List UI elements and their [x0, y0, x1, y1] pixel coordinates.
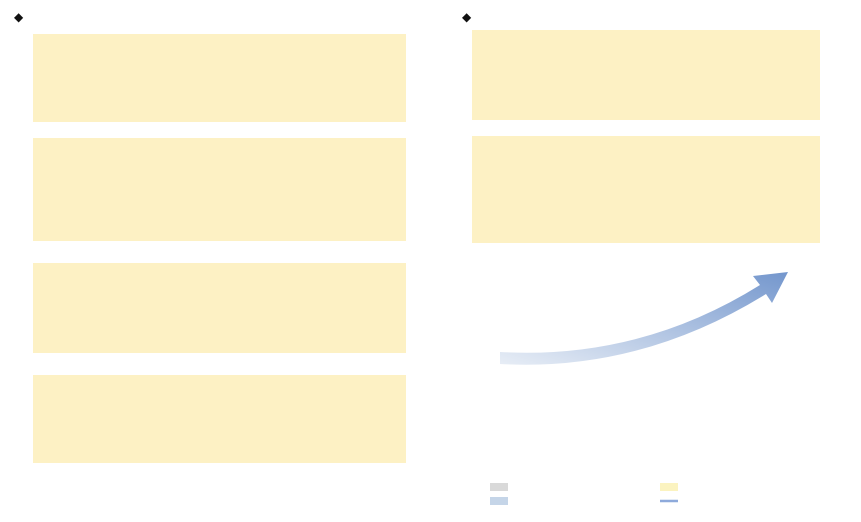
diamond-icon: ◆ [14, 10, 24, 24]
growth-arrow-icon [500, 272, 788, 365]
legend-swatch-topline [490, 497, 508, 505]
legend-swatch-cost-minus [490, 483, 508, 491]
legend-swatch-cost-plus [660, 483, 678, 491]
diamond-icon: ◆ [462, 10, 472, 24]
